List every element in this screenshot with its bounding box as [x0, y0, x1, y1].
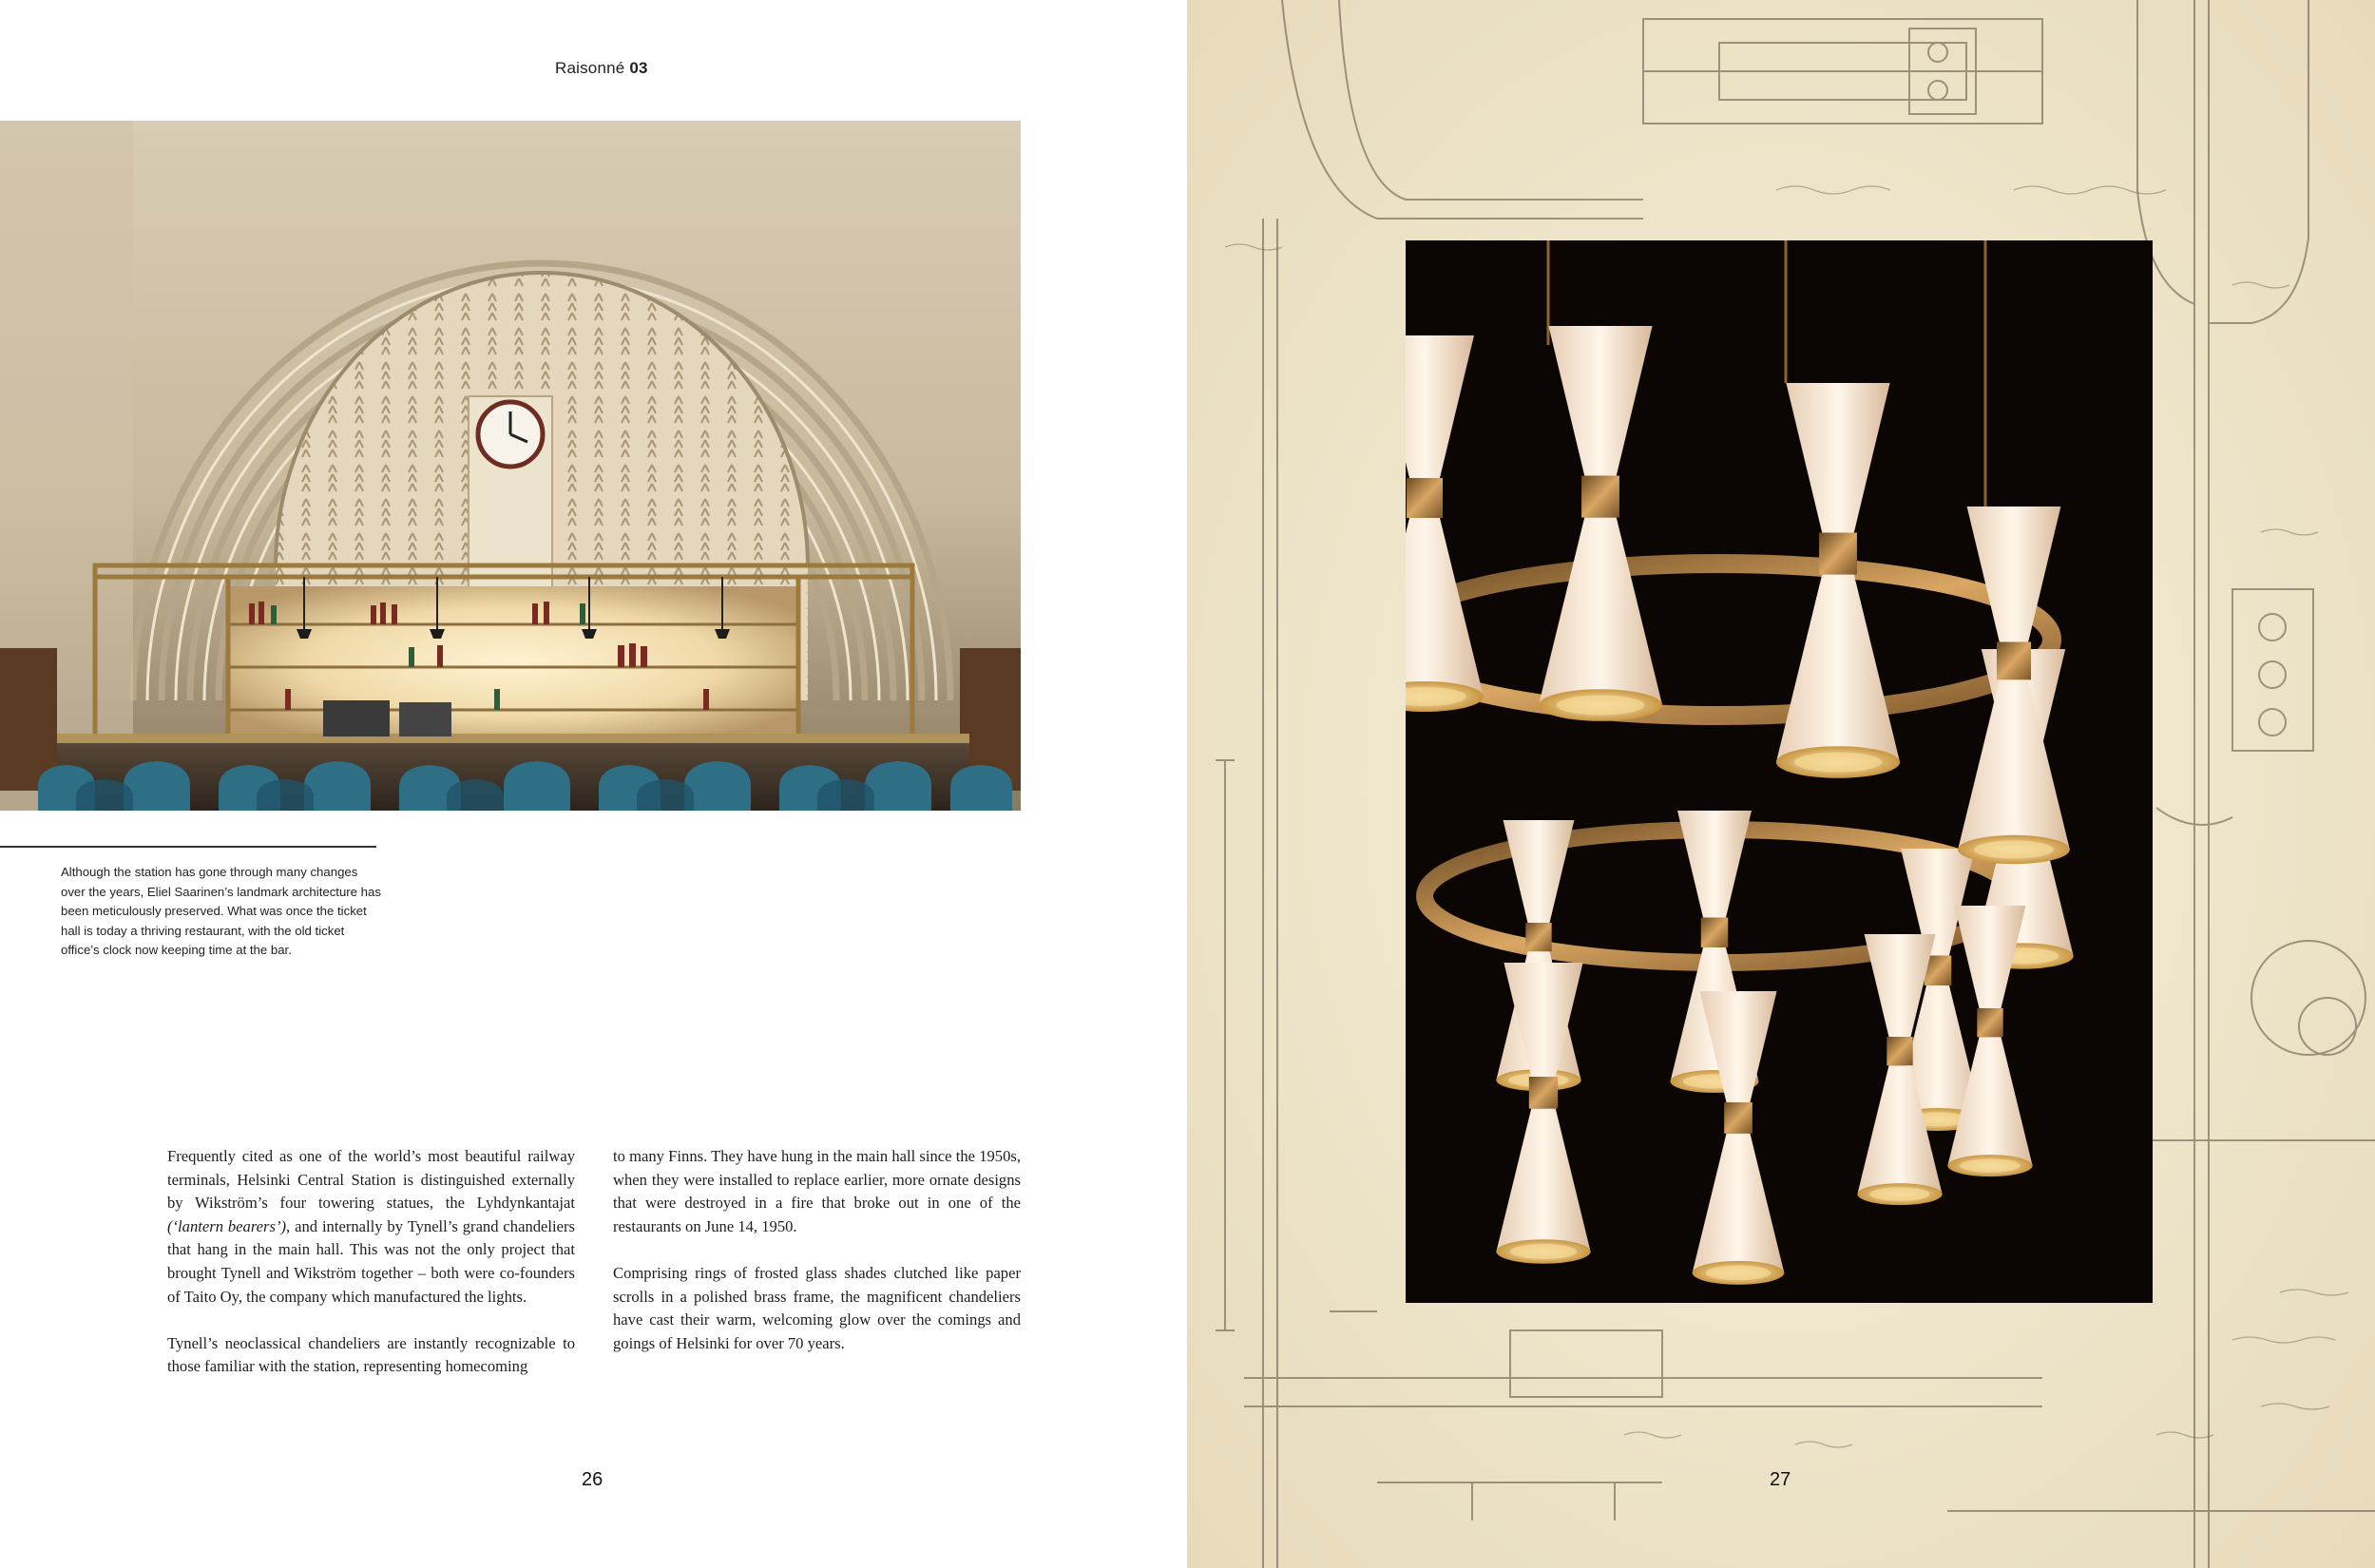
page-number-right: 27 [1770, 1469, 1791, 1490]
body-paragraph [167, 1145, 575, 1309]
body-column-2 [613, 1145, 1021, 1379]
body-column-1 [167, 1145, 575, 1403]
left-page [0, 0, 1187, 1568]
caption-rule [0, 846, 376, 848]
body-paragraph: to many Finns. They have hung in the main hall since the 1950s, when they were installed to replace earlier, more ornate designs that were destroyed in a fire that broke out in one of the restaurants on June 14, 1950. [613, 1147, 1021, 1235]
chandelier-photo [1406, 240, 2153, 1303]
photo-caption: Although the station has gone through many changes over the years, Eliel Saarinen’s landmark architecture has been meticulously preserved. What was once the ticket hall is today a thriving restaurant, with the old ticket office’s clock now keeping time at the bar. [61, 865, 381, 957]
station-hall-photo [0, 121, 1021, 811]
body-paragraph: Comprising rings of frosted glass shades clutched like paper scrolls in a polished brass frame, the magnificent chandeliers have cast their warm, welcoming glow over the comings and goings of Helsinki for over 70 years. [613, 1263, 1021, 1352]
right-page [1187, 0, 2375, 1568]
body-text: , and internally by Tynell’s grand chandeliers that hang in the main hall. This was not the only project that brought Tynell and Wikström together – both were co-founders of Taito Oy, the company which manufactured the lights. [167, 1216, 575, 1306]
body-text: Frequently cited as one of the world’s most beautiful railway terminals, Helsinki Central Station is distinguished externally by Wikström’s four towering statues, the Lyhdynkantajat [167, 1147, 575, 1213]
body-paragraph: Tynell’s neoclassical chandeliers are instantly recognizable to those familiar with the station, representing homecoming [167, 1333, 575, 1376]
page-number-left: 26 [582, 1469, 603, 1490]
issue-number: 03 [629, 59, 648, 77]
body-emphasis: (‘lantern bearers’) [167, 1216, 287, 1235]
running-head [555, 59, 648, 78]
magazine-title: Raisonné [555, 59, 625, 77]
